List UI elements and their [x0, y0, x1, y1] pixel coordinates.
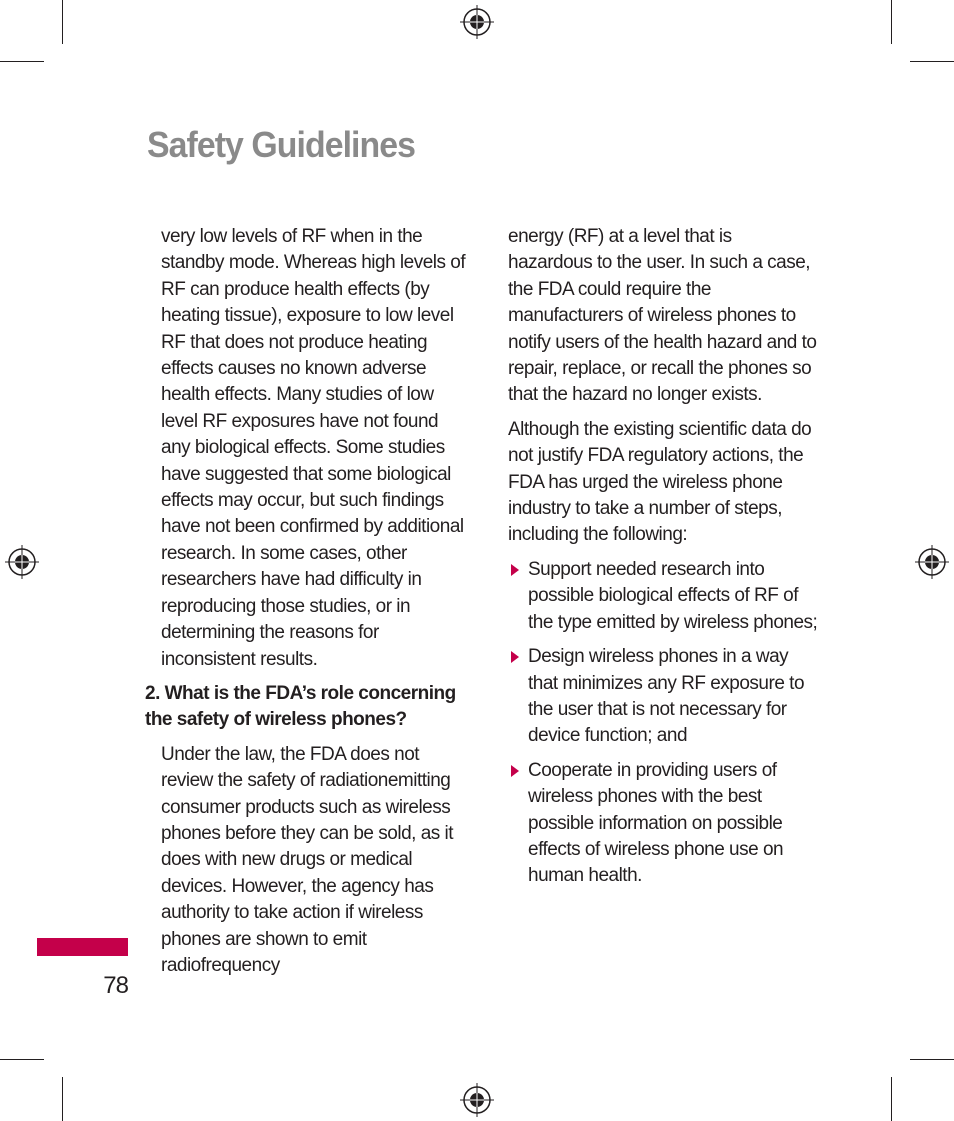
list-item-text: Design wireless phones in a way that minimizes any RF exposure to the user that is not necessary for device function; and — [528, 646, 805, 747]
triangle-right-icon — [511, 765, 519, 777]
registration-mark-icon — [915, 545, 949, 579]
crop-mark — [0, 1059, 44, 1060]
crop-mark — [910, 1059, 954, 1060]
page-tab-marker — [37, 938, 128, 956]
list-item — [508, 644, 818, 750]
triangle-right-icon — [511, 651, 519, 663]
crop-mark — [891, 0, 892, 44]
registration-mark-icon — [460, 5, 494, 39]
right-column — [508, 224, 818, 898]
paragraph: Although the existing scientific data do not justify FDA regulatory actions, the FDA has urged the wireless phone industry to take a number of steps, including the following: — [508, 418, 812, 546]
crop-mark — [0, 61, 44, 62]
list-item-text: Cooperate in providing users of wireless phones with the best possible information on possible effects of wireless phone use on human health. — [528, 759, 784, 887]
page-title: Safety Guidelines — [147, 124, 416, 165]
registration-mark-icon — [5, 545, 39, 579]
crop-mark — [62, 1077, 63, 1121]
left-column — [145, 224, 470, 987]
bullet-list — [508, 557, 818, 890]
crop-mark — [891, 1077, 892, 1121]
list-item — [508, 758, 818, 890]
crop-mark — [910, 61, 954, 62]
crop-mark — [62, 0, 63, 44]
section-heading: 2. What is the FDA’s role concerning the safety of wireless phones? — [145, 682, 456, 731]
registration-mark-icon — [460, 1083, 494, 1117]
paragraph: very low levels of RF when in the standby mode. Whereas high levels of RF can produce health effects (by heating tissue), exposure to low level RF that does not produce heating effects causes no known adverse health effects. Many studies of low level RF exposures have not found any biological effects. Some studies have suggested that some biological effects may occur, but such findings have not been confirmed by additional research. In some cases, other researchers have had difficulty in reproducing those studies, or in determining the reasons for inconsistent results. — [161, 226, 466, 670]
list-item-text: Support needed research into possible biological effects of RF of the type emitted by wireless phones; — [528, 558, 818, 633]
paragraph: energy (RF) at a level that is hazardous to the user. In such a case, the FDA could require the manufacturers of wireless phones to notify users of the health hazard and to repair, replace, or recall the phones so that the hazard no longer exists. — [508, 226, 817, 406]
list-item — [508, 557, 818, 636]
paragraph: Under the law, the FDA does not review the safety of radiationemitting consumer products such as wireless phones before they can be sold, as it does with new drugs or medical devices. However, the agency has authority to take action if wireless phones are shown to emit radiofrequency — [161, 743, 454, 976]
triangle-right-icon — [511, 564, 519, 576]
page-number: 78 — [103, 972, 128, 999]
